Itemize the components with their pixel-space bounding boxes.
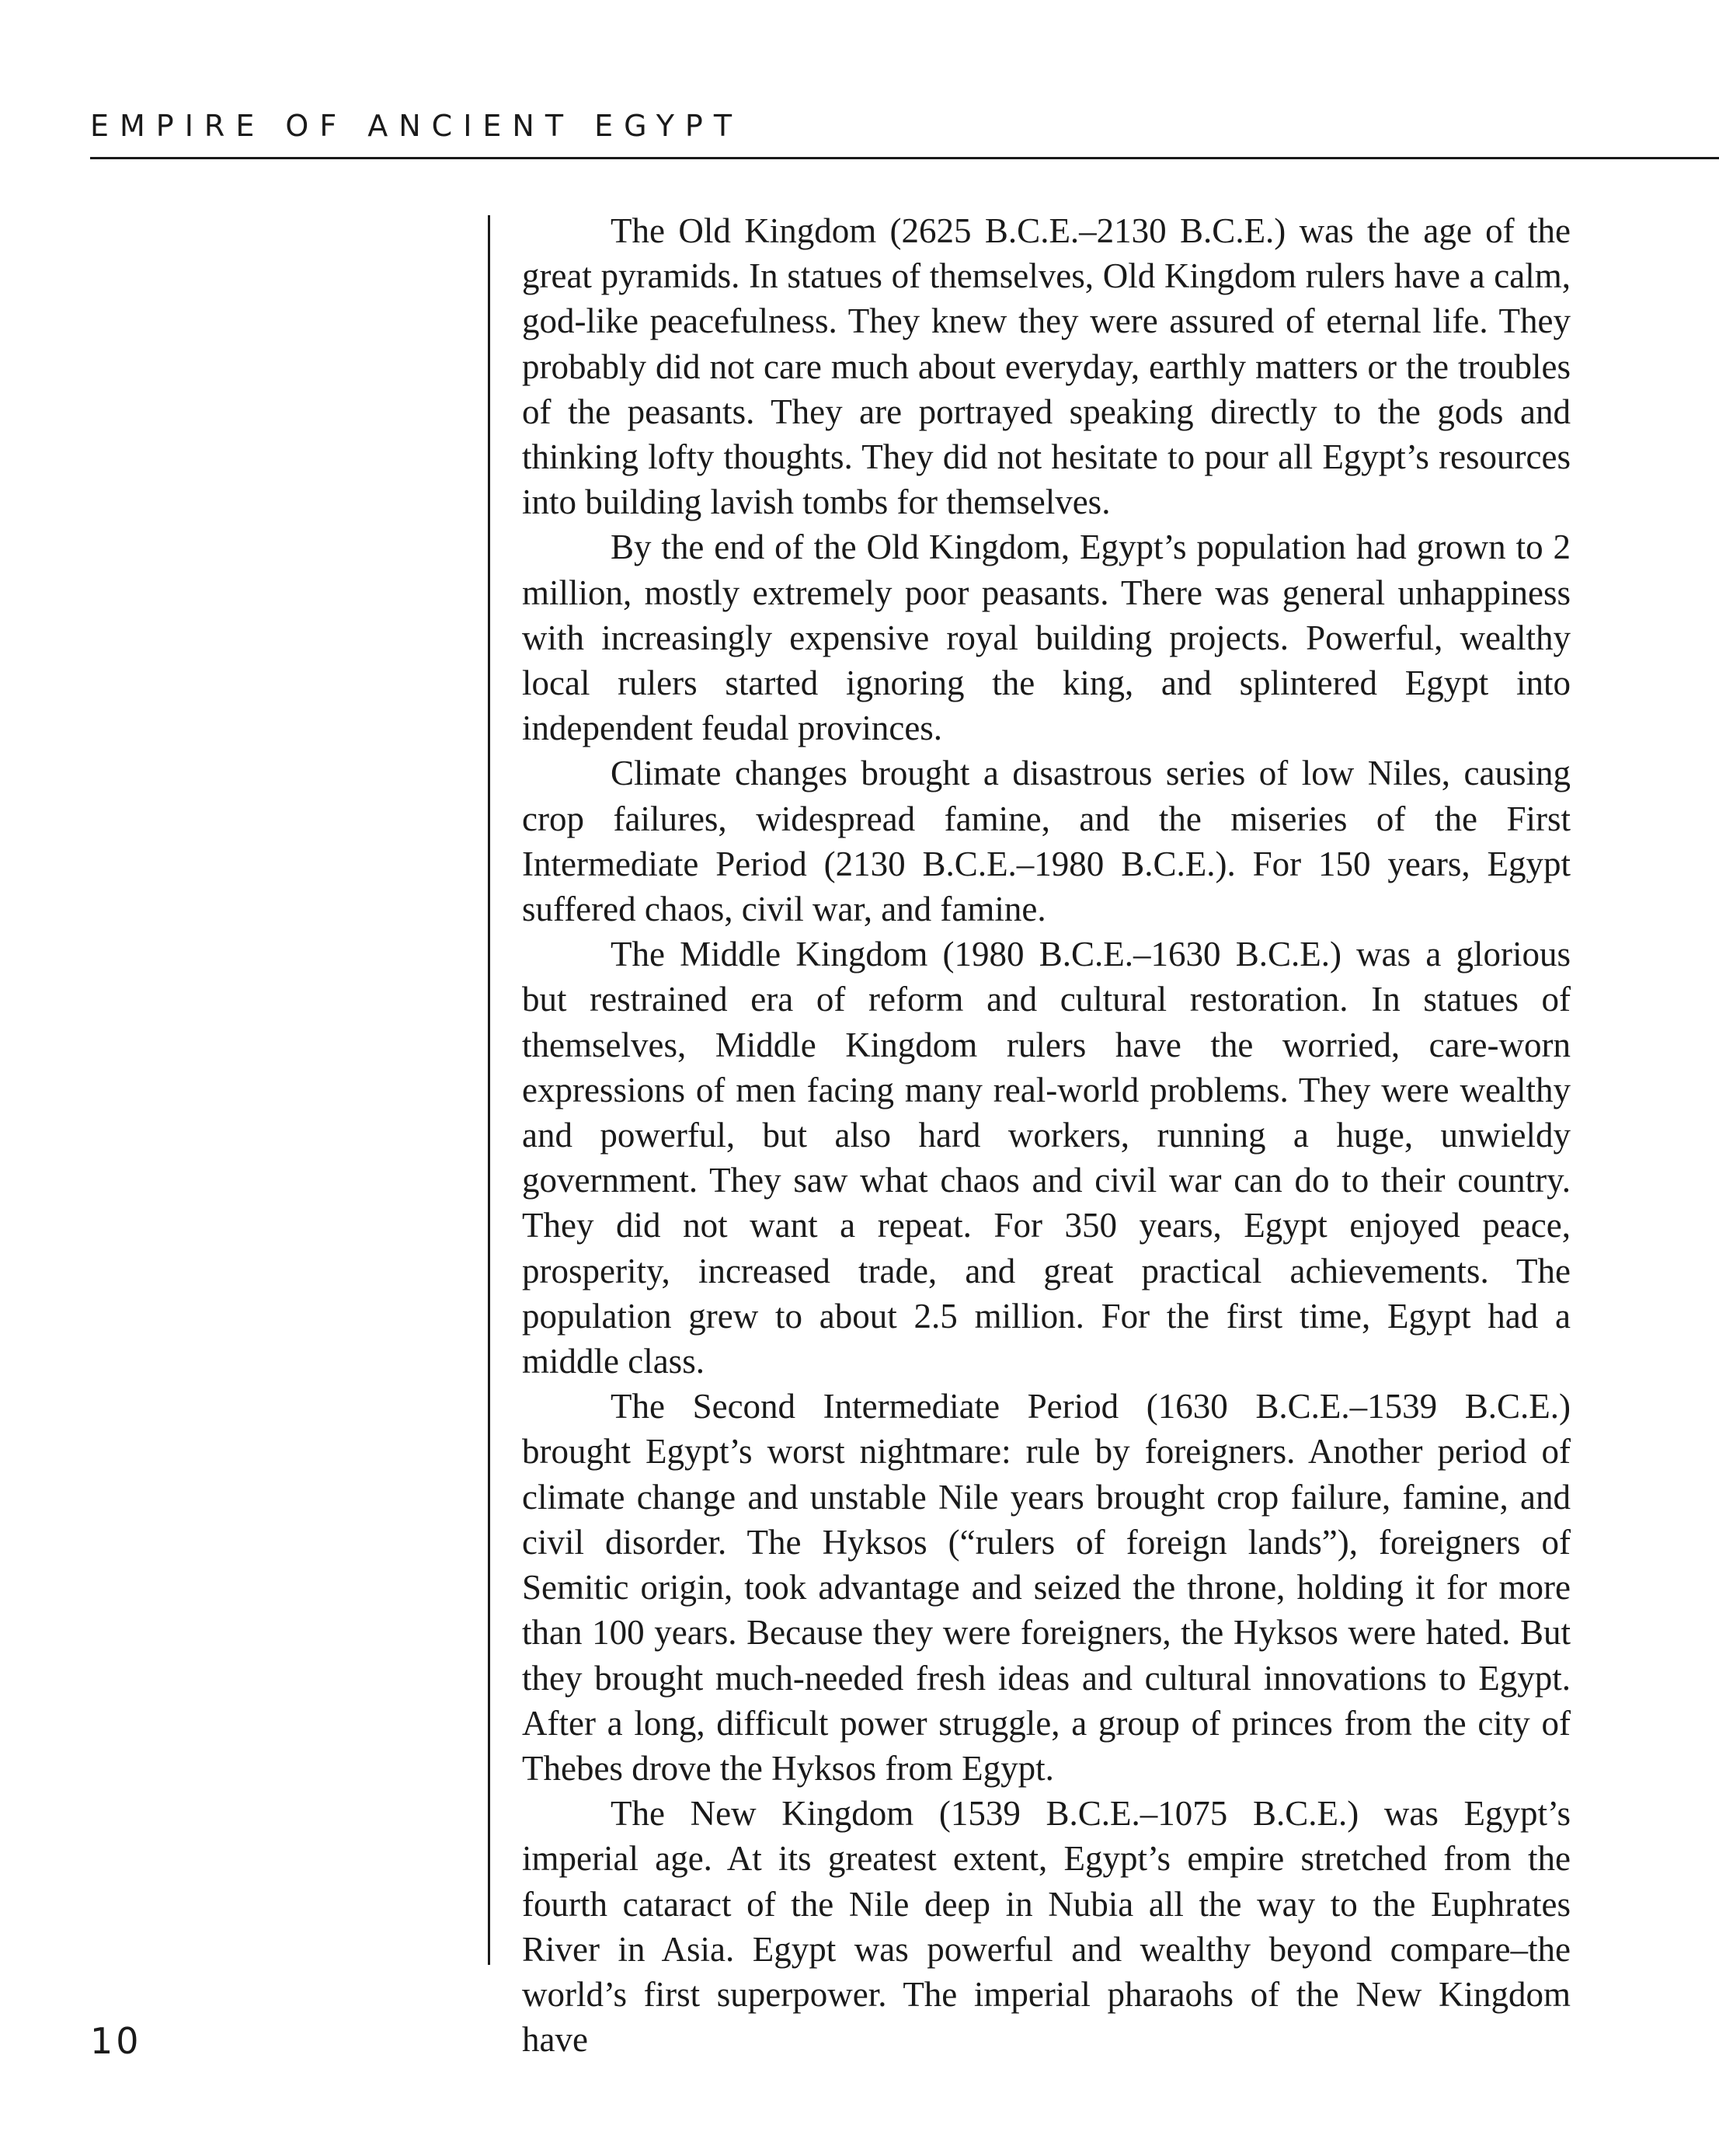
- paragraph-old-kingdom: The Old Kingdom (2625 B.C.E.–2130 B.C.E.) was the age of the great pyramids. In statues of themselves, Old Kingdom rulers have a calm, god-like peacefulness. They knew they were assured of eternal life. They probably did not care much about everyday, earthly matters or the troubles of the peasants. They are portrayed speaking directly to the gods and thinking lofty thoughts. They did not hesitate to pour all Egypt’s resources into building lavish tombs for themselves.: [522, 211, 1571, 522]
- header-rule: [90, 157, 1719, 159]
- running-head: EMPIRE OF ANCIENT EGYPT: [90, 109, 743, 143]
- paragraph-population: By the end of the Old Kingdom, Egypt’s population had grown to 2 million, mostly extremely poor peasants. There was general unhappiness with increasingly expensive royal building projects. Powerful, wealthy local rulers started ignoring the king, and splintered Egypt into independent feudal provinces.: [522, 528, 1571, 748]
- margin-rule: [488, 215, 490, 1965]
- paragraph-first-intermediate: Climate changes brought a disastrous series of low Niles, causing crop failures, widespread famine, and the miseries of the First Intermediate Period (2130 B.C.E.–1980 B.C.E.). For 150 years, Egypt suffered chaos, civil war, and famine.: [522, 754, 1571, 929]
- body-text: [522, 208, 1571, 2062]
- page-number: 10: [90, 2020, 142, 2062]
- paragraph-middle-kingdom: The Middle Kingdom (1980 B.C.E.–1630 B.C.E.) was a glorious but restrained era of reform and cultural restoration. In statues of themselves, Middle Kingdom rulers have the worried, care-worn expressions of men facing many real-world problems. They were wealthy and powerful, but also hard workers, running a huge, unwieldy government. They saw what chaos and civil war can do to their country. They did not want a repeat. For 350 years, Egypt enjoyed peace, prosperity, increased trade, and great practical achievements. The population grew to about 2.5 million. For the first time, Egypt had a middle class.: [522, 935, 1571, 1381]
- paragraph-new-kingdom: The New Kingdom (1539 B.C.E.–1075 B.C.E.) was Egypt’s imperial age. At its greatest extent, Egypt’s empire stretched from the fourth cataract of the Nile deep in Nubia all the way to the Euphrates River in Asia. Egypt was powerful and wealthy beyond compare–the world’s first superpower. The imperial pharaohs of the New Kingdom have: [522, 1794, 1571, 2060]
- paragraph-second-intermediate: The Second Intermediate Period (1630 B.C.E.–1539 B.C.E.) brought Egypt’s worst nightmare: rule by foreigners. Another period of climate change and unstable Nile years brought crop failure, famine, and civil disorder. The Hyksos (“rulers of foreign lands”), foreigners of Semitic origin, took advantage and seized the throne, holding it for more than 100 years. Because they were foreigners, the Hyksos were hated. But they brought much-needed fresh ideas and cultural innovations to Egypt. After a long, difficult power struggle, a group of princes from the city of Thebes drove the Hyksos from Egypt.: [522, 1387, 1571, 1788]
